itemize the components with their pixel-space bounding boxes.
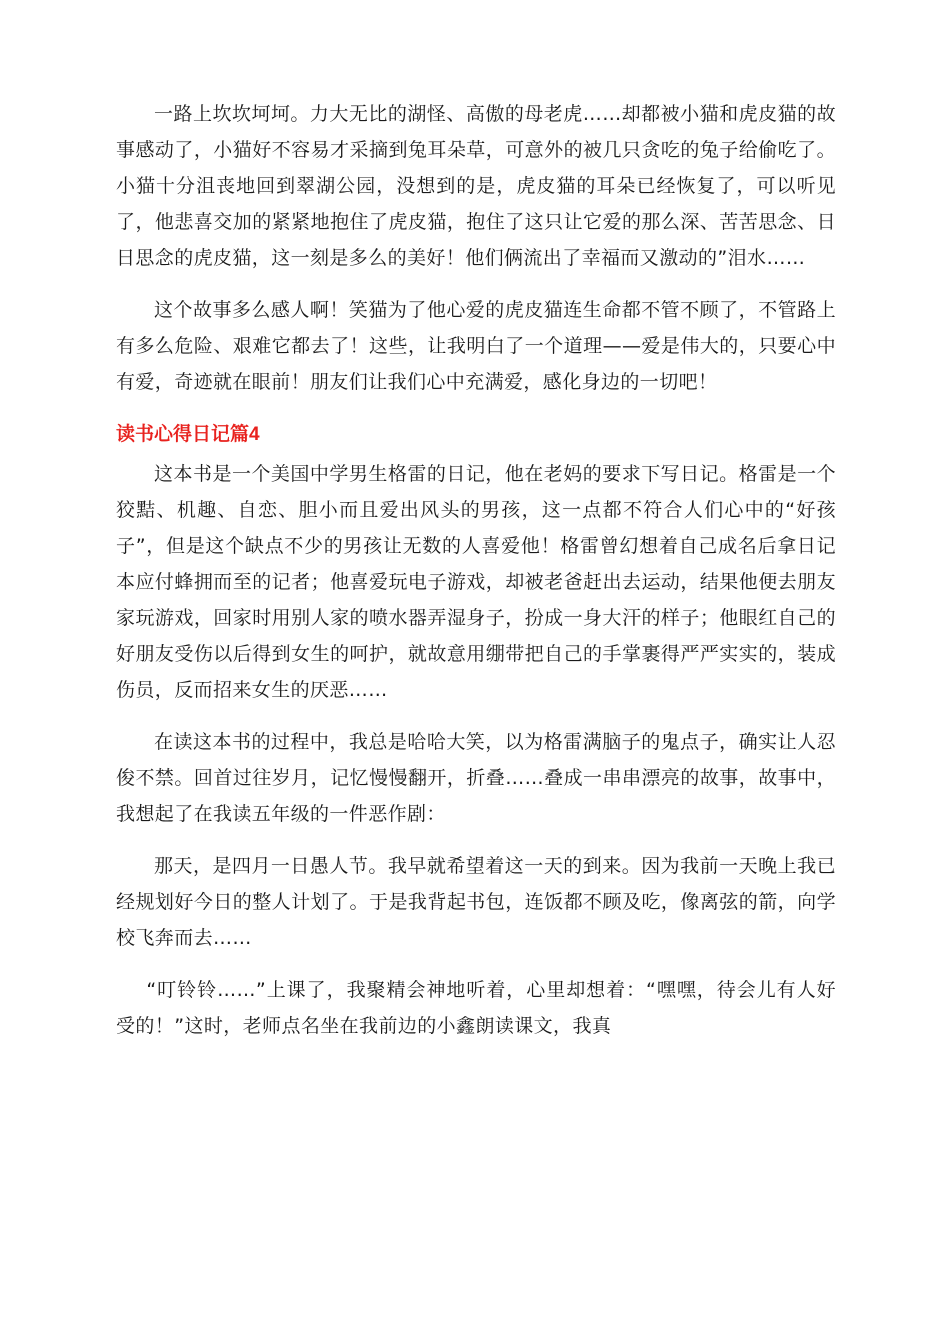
section-heading: 读书心得日记篇4	[116, 424, 260, 445]
paragraph-class-bell: “叮铃铃……”上课了，我聚精会神地听着，心里却想着：“嘿嘿，待会儿有人好受的！”这时，老师点名坐在我前边的小鑫朗读课文，我真	[116, 979, 836, 1037]
paragraph-reading-process: 在读这本书的过程中，我总是哈哈大笑，以为格雷满脑子的鬼点子，确实让人忍俊不禁。回首过往岁月，记忆慢慢翻开，折叠……叠成一串串漂亮的故事，故事中，我想起了在我读五年级的一件恶作剧：	[116, 731, 836, 825]
paragraph-book-intro: 这本书是一个美国中学男生格雷的日记，他在老妈的要求下写日记。格雷是一个狡黠、机趣、自恋、胆小而且爱出风头的男孩，这一点都不符合人们心中的“好孩子”，但是这个缺点不少的男孩让无数的人喜爱他！格雷曾幻想着自己成名后拿日记本应付蜂拥而至的记者；他喜爱玩电子游戏，却被老爸赶出去运动，结果他便去朋友家玩游戏，回家时用别人家的喷水器弄湿身子，扮成一身大汗的样子；他眼红自己的好朋友受伤以后得到女生的呵护，就故意用绷带把自己的手掌裹得严严实实的，装成伤员，反而招来女生的厌恶……	[116, 463, 836, 701]
document-page	[116, 96, 836, 1044]
paragraph-continuation: 一路上坎坎坷坷。力大无比的湖怪、高傲的母老虎……却都被小猫和虎皮猫的故事感动了，小猫好不容易才采摘到兔耳朵草，可意外的被几只贪吃的兔子给偷吃了。小猫十分沮丧地回到翠湖公园，没想到的是，虎皮猫的耳朵已经恢复了，可以听见了，他悲喜交加的紧紧地抱住了虎皮猫，抱住了这只让它爱的那么深、苦苦思念、日日思念的虎皮猫，这一刻是多么的美好！他们俩流出了幸福而又激动的”泪水……	[116, 103, 836, 269]
paragraph-reflection: 这个故事多么感人啊！笑猫为了他心爱的虎皮猫连生命都不管不顾了，不管路上有多么危险、艰难它都去了！这些，让我明白了一个道理——爱是伟大的，只要心中有爱，奇迹就在眼前！朋友们让我们心中充满爱，感化身边的一切吧！	[116, 299, 836, 393]
paragraph-april-fools: 那天，是四月一日愚人节。我早就希望着这一天的到来。因为我前一天晚上我已经规划好今日的整人计划了。于是我背起书包，连饭都不顾及吃，像离弦的箭，向学校飞奔而去……	[116, 855, 836, 949]
